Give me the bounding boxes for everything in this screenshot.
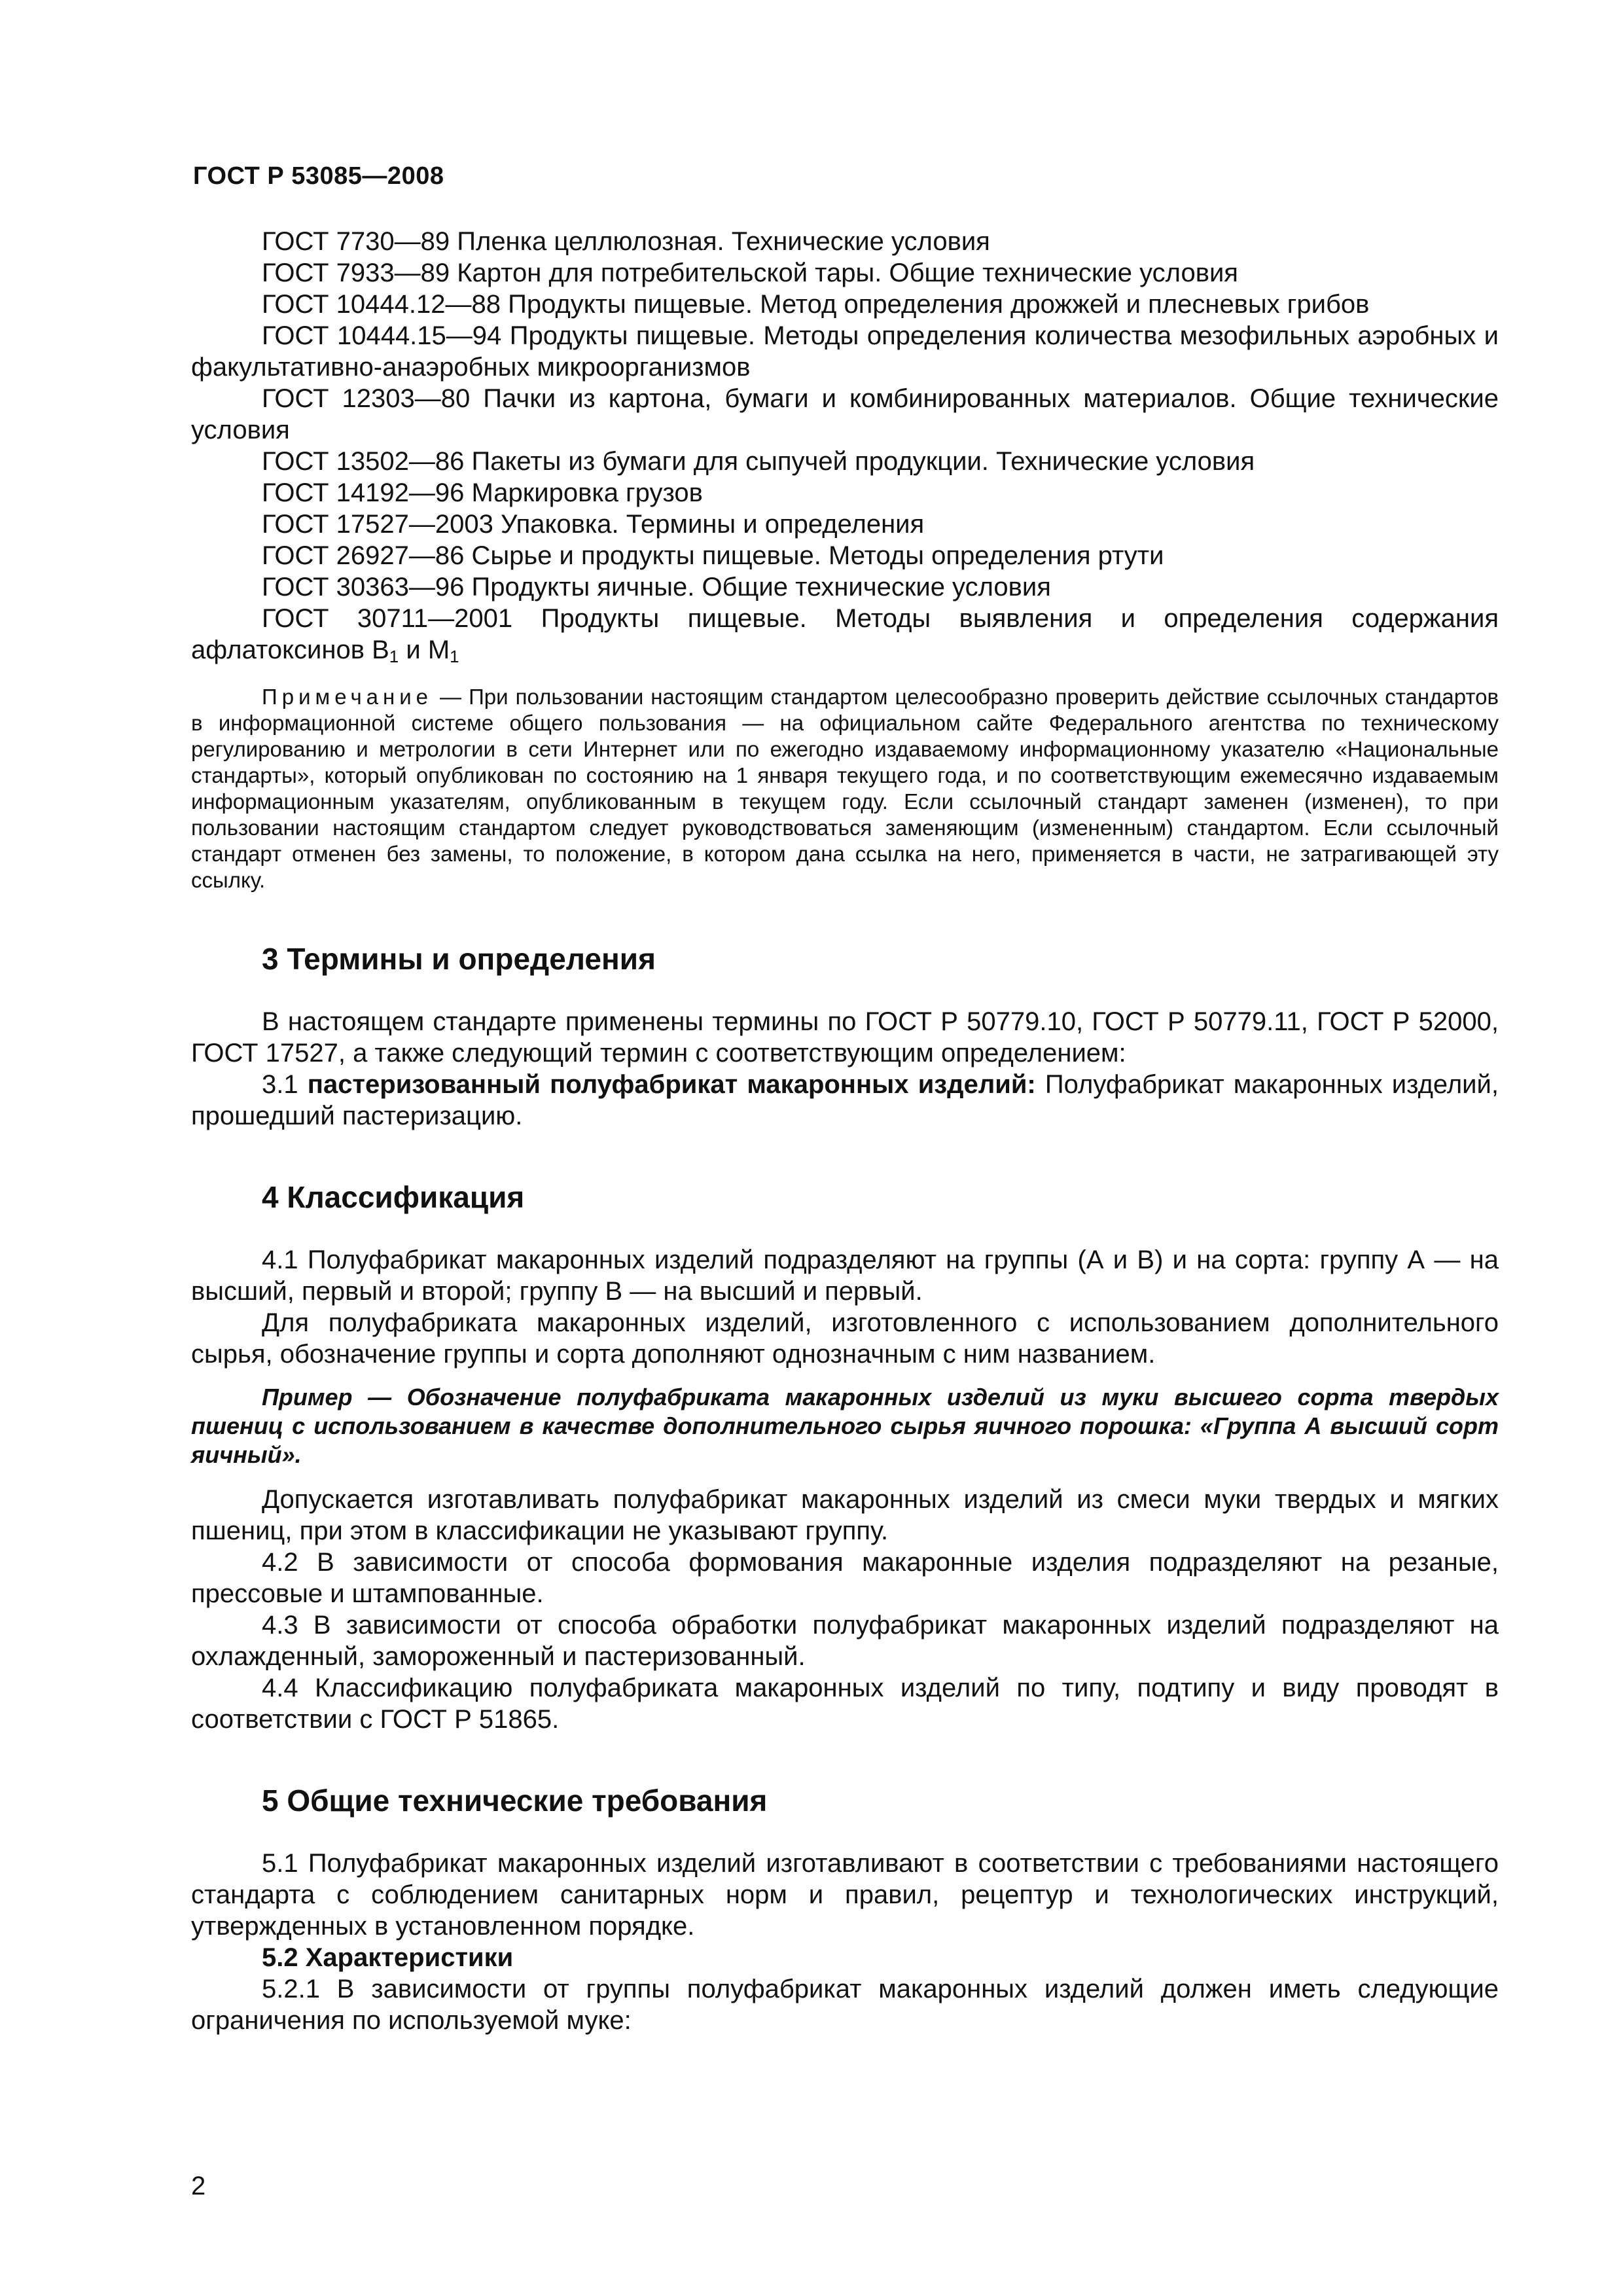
note-block	[191, 684, 1499, 893]
reference-item: ГОСТ 7933—89 Картон для потребительской тары. Общие технические условия	[262, 259, 1238, 287]
example-block: Пример — Обозначение полуфабриката макаронных изделий из муки высшего сорта твердых пшениц с использованием в качестве дополнительного сырья яичного порошка: «Группа А высший сорт яичный».	[191, 1384, 1499, 1468]
paragraph: 4.1 Полуфабрикат макаронных изделий подразделяют на группы (А и В) и на сорта: группу А — на высший, первый и второй; группу В — на высший и первый.	[191, 1246, 1499, 1306]
page-number: 2	[191, 2172, 206, 2200]
reference-item: ГОСТ 7730—89 Пленка целлюлозная. Технические условия	[262, 227, 990, 256]
reference-item: ГОСТ 10444.12—88 Продукты пищевые. Метод определения дрожжей и плесневых грибов	[262, 290, 1370, 319]
section-5-heading: 5 Общие технические требования	[262, 1784, 768, 1818]
reference-item-aflatoxin	[191, 603, 1499, 666]
subsection-heading: 5.2 Характеристики	[262, 1943, 514, 1972]
term-text: Полуфабрикат макаронных изделий, прошедший пастеризацию.	[191, 1070, 1499, 1130]
paragraph: Допускается изготавливать полуфабрикат макаронных изделий из смеси муки твердых и мягких пшениц, при этом в классификации не указывают группу.	[191, 1485, 1499, 1545]
paragraph: Для полуфабриката макаронных изделий, изготовленного с использованием дополнительного сырья, обозначение группы и сорта дополняют однозначным с ним названием.	[191, 1308, 1499, 1369]
reference-item: ГОСТ 10444.15—94 Продукты пищевые. Методы определения количества мезофильных аэробных и факультативно-анаэробных микроорганизмов	[191, 321, 1499, 382]
paragraph: 4.3 В зависимости от способа обработки полуфабрикат макаронных изделий подразделяют на охлажденный, замороженный и пастеризованный.	[191, 1611, 1499, 1671]
paragraph: 4.2 В зависимости от способа формования макаронные изделия подразделяют на резаные, прессовые и штампованные.	[191, 1548, 1499, 1608]
note-text: — При пользовании настоящим стандартом целесообразно проверить действие ссылочных стандартов в информационной системе общего пользования — на официальном сайте Федерального агентства по техническому регулированию и метрологии в сети Интернет или по ежегодно издаваемому информационному указателю «Национальные стандарты», который опубликован по состоянию на 1 января текущего года, и по соответствующим ежемесячно издаваемым информационным указателям, опубликованным в текущем году. Если ссылочный стандарт заменен (изменен), то при пользовании настоящим стандартом следует руководствоваться заменяющим (измененным) стандартом. Если ссылочный стандарт отменен без замены, то положение, в котором дана ссылка на него, применяется в части, не затрагивающей эту ссылку.	[191, 685, 1499, 892]
reference-item: ГОСТ 14192—96 Маркировка грузов	[262, 478, 703, 507]
note-label: Примечание	[262, 685, 433, 709]
section-3-heading: 3 Термины и определения	[262, 942, 656, 976]
reference-item: ГОСТ 13502—86 Пакеты из бумаги для сыпучей продукции. Технические условия	[262, 447, 1255, 476]
subscript: 1	[450, 647, 459, 666]
term-name: пастеризованный полуфабрикат макаронных изделий:	[307, 1070, 1036, 1099]
reference-item: ГОСТ 26927—86 Сырье и продукты пищевые. Методы определения ртути	[262, 541, 1164, 570]
reference-item: ГОСТ 17527—2003 Упаковка. Термины и определения	[262, 510, 925, 539]
paragraph: В настоящем стандарте применены термины по ГОСТ Р 50779.10, ГОСТ Р 50779.11, ГОСТ Р 52000, ГОСТ 17527, а также следующий термин с соответствующим определением:	[191, 1007, 1499, 1067]
term-definition	[191, 1069, 1499, 1132]
paragraph: 5.2.1 В зависимости от группы полуфабрикат макаронных изделий должен иметь следующие ограничения по используемой муке:	[191, 1975, 1499, 2035]
reference-item: ГОСТ 30363—96 Продукты яичные. Общие технические условия	[262, 573, 1051, 601]
document-code-header: ГОСТ Р 53085—2008	[193, 162, 444, 190]
reference-text: и М	[399, 636, 450, 664]
reference-text: ГОСТ 30711—2001 Продукты пищевые. Методы выявления и определения содержания афлатоксинов В	[191, 604, 1499, 664]
reference-item: ГОСТ 12303—80 Пачки из картона, бумаги и комбинированных материалов. Общие технические условия	[191, 384, 1499, 444]
paragraph: 4.4 Классификацию полуфабриката макаронных изделий по типу, подтипу и виду проводят в соответствии с ГОСТ Р 51865.	[191, 1674, 1499, 1734]
section-4-heading: 4 Классификация	[262, 1180, 525, 1214]
paragraph: 5.1 Полуфабрикат макаронных изделий изготавливают в соответствии с требованиями настоящего стандарта с соблюдением санитарных норм и правил, рецептур и технологических инструкций, утвержденных в установленном порядке.	[191, 1849, 1499, 1941]
term-number: 3.1	[262, 1070, 308, 1099]
subscript: 1	[389, 647, 399, 666]
page-content	[191, 226, 1499, 2036]
